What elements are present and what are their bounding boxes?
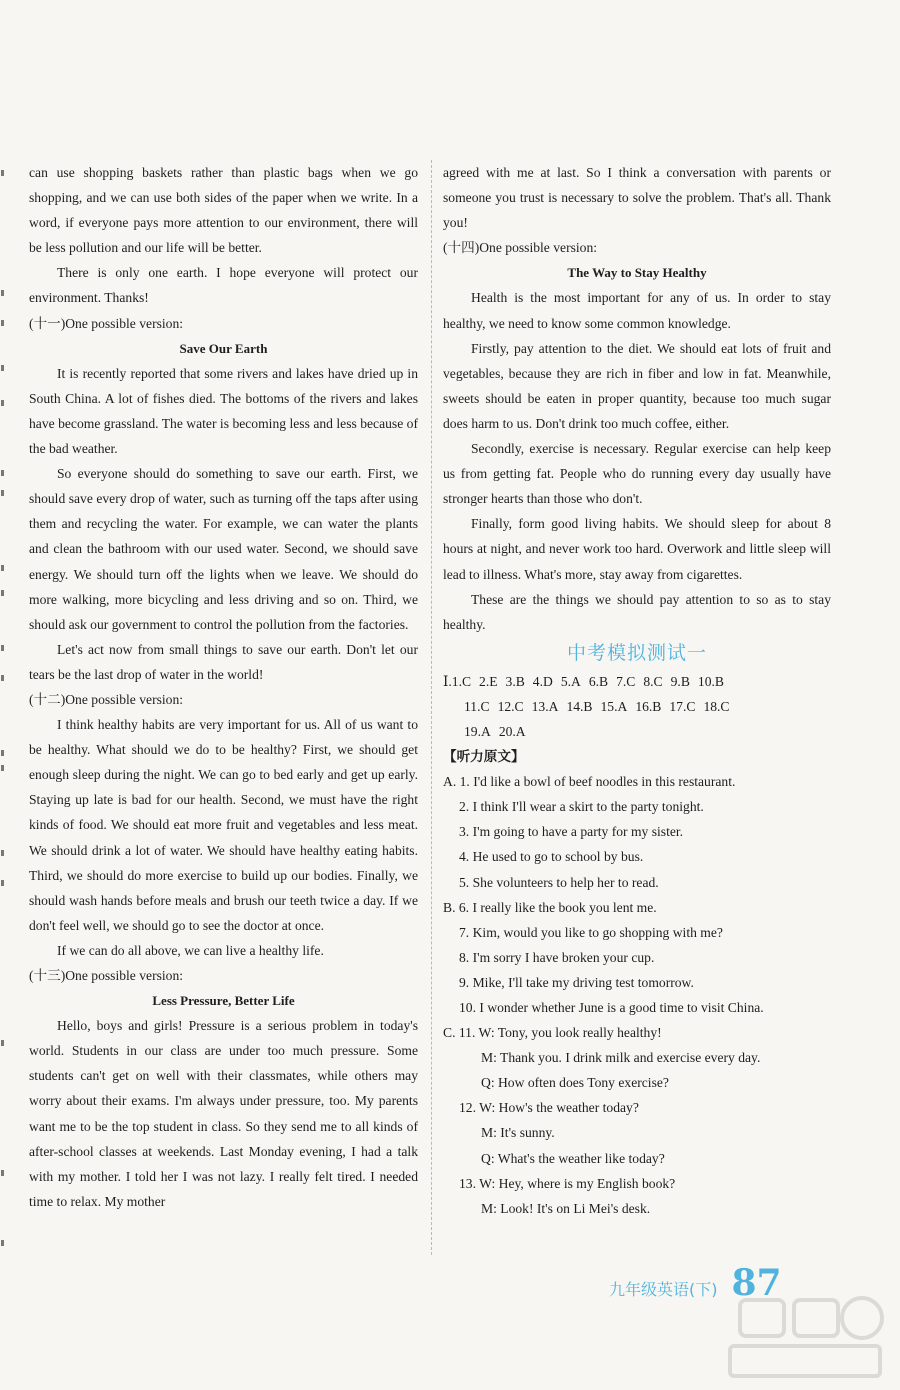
answer-item: 2.E (479, 673, 498, 689)
answer-item: Ⅰ.1.C (443, 673, 472, 689)
answer-item: 12.C (497, 698, 524, 714)
answer-item: 19.A (464, 723, 491, 739)
answer-item: 14.B (566, 698, 593, 714)
answer-row (443, 719, 831, 744)
paragraph: So everyone should do something to save our earth. First, we should save every drop of water, such as turning off the taps after using them and recycling the water. For example, we can water the plants and clean the bathroom with our used water. Second, we should save energy. We should turn off the lights when we leave. We should do more walking, more bicycling and less driving and so on. Third, we should ask our government to control the pollution from the factories. (29, 466, 418, 632)
answer-row (443, 669, 831, 694)
grade-subject-label: 九年级英语(下) (609, 1280, 718, 1299)
version-label: (十一)One possible version: (29, 315, 184, 331)
version-label: (十四)One possible version: (443, 240, 598, 256)
listening-line: 8. I'm sorry I have broken your cup. (459, 949, 655, 965)
watermark-logo (710, 1294, 890, 1384)
answer-item: 11.C (464, 698, 490, 714)
paragraph: Health is the most important for any of us. In order to stay healthy, we need to know some common knowledge. (443, 290, 831, 331)
listening-line: A. 1. I'd like a bowl of beef noodles in this restaurant. (443, 774, 736, 790)
listening-line: M: Look! It's on Li Mei's desk. (481, 1200, 651, 1216)
listening-line: 2. I think I'll wear a skirt to the party tonight. (459, 799, 704, 815)
paragraph: Firstly, pay attention to the diet. We should eat lots of fruit and vegetables, because they are rich in fiber and low in fat. Meanwhile, sweets should be eaten in proper quantity, because too much sugar does harm to us. Don't drink too much coffee, either. (443, 340, 831, 431)
listening-line: 9. Mike, I'll take my driving test tomorrow. (459, 974, 694, 990)
answer-item: 20.A (498, 723, 526, 739)
paragraph: Let's act now from small things to save our earth. Don't let our tears be the last drop of water in the world! (29, 641, 418, 682)
essay-title: Save Our Earth (179, 340, 268, 356)
paragraph: If we can do all above, we can live a healthy life. (57, 942, 324, 958)
paragraph: Hello, boys and girls! Pressure is a serious problem in today's world. Students in our class are under too much pressure. Some students can't get on well with their classmates, while others may worry about their exams. I'm always under pressure, too. My parents want me to be the top student in class. So they send me to all kinds of after-school classes at weekends. Last Monday evening, I had a talk with my mother. I told her I was not lazy. I really felt tired. I needed time to relax. My mother (29, 1018, 418, 1209)
paragraph: I think healthy habits are very important for us. All of us want to be healthy. What should we do to be healthy? First, we should get enough sleep during the night. We can go to bed early and get up early. Staying up late is bad for our health. Second, we must have the right kinds of food. We should eat more fruit and vegetables and less meat. We should drink a lot of water. We should have healthy eating habits. Third, we should do more exercise to build up our bodies. Finally, we should wash hands before meals and brush our teeth twice a day. If we don't feel well, we should go to see the doctor at once. (29, 717, 418, 933)
listening-line: 13. W: Hey, where is my English book? (459, 1175, 676, 1191)
paragraph: can use shopping baskets rather than plastic bags when we go shopping, and we can use both sides of the paper when we write. In a word, if everyone pays more attention to our environment, there will be less pollution and our life will be better. (29, 165, 418, 256)
answer-item: 13.A (531, 698, 559, 714)
listening-line: 10. I wonder whether June is a good time to visit China. (459, 1000, 764, 1015)
essay-title: Less Pressure, Better Life (152, 993, 295, 1009)
answer-row (443, 694, 831, 719)
answer-item: 10.B (697, 673, 724, 689)
listening-line: M: Thank you. I drink milk and exercise every day. (481, 1050, 761, 1066)
listening-line: 12. W: How's the weather today? (459, 1100, 639, 1116)
page-number: 87 (731, 1262, 782, 1304)
paragraph: It is recently reported that some rivers and lakes have dried up in South China. A lot of fishes died. The bottoms of the rivers and lakes have become grassland. The water is becoming less and less because of the bad weather. (29, 365, 418, 457)
paragraph: These are the things we should pay attention to so as to stay healthy. (443, 591, 831, 632)
answer-item: 8.C (643, 673, 663, 689)
essay-title: The Way to Stay Healthy (567, 265, 707, 281)
exam-section-title: 中考模拟测试一 (566, 641, 707, 664)
answer-item: 16.B (635, 698, 662, 714)
column-divider (431, 160, 432, 1255)
left-column (29, 160, 418, 1214)
answer-item: 5.A (560, 673, 581, 689)
answer-item: 15.A (600, 698, 628, 714)
listening-line: Q: What's the weather like today? (481, 1150, 665, 1166)
paragraph: Secondly, exercise is necessary. Regular exercise can help keep us from getting fat. People who do running every day usually have stronger hearts than those who don't. (443, 441, 831, 507)
paragraph: agreed with me at last. So I think a conversation with parents or someone you trust is necessary to solve the problem. That's all. Thank you! (443, 165, 831, 231)
answer-item: 4.D (532, 673, 553, 689)
listening-line: B. 6. I really like the book you lent me. (443, 899, 657, 915)
listening-line: 5. She volunteers to help her to read. (459, 874, 659, 890)
paragraph: There is only one earth. I hope everyone will protect our environment. Thanks! (29, 265, 418, 306)
listening-line: C. 11. W: Tony, you look really healthy! (443, 1025, 662, 1041)
listening-line: 4. He used to go to school by bus. (459, 849, 644, 865)
version-label: (十二)One possible version: (29, 691, 184, 707)
paragraph: Finally, form good living habits. We should sleep for about 8 hours at night, and never work too hard. Overwork and little sleep will lead to illness. What's more, stay away from cigarettes. (443, 516, 831, 582)
version-label: (十三)One possible version: (29, 968, 184, 983)
answer-item: 18.C (703, 698, 730, 714)
left-edge-marks (0, 160, 10, 1260)
answer-item: 9.B (670, 673, 690, 689)
listening-heading: 【听力原文】 (443, 749, 525, 765)
right-column (443, 160, 831, 1221)
listening-line: M: It's sunny. (481, 1125, 555, 1141)
answer-item: 7.C (616, 673, 636, 689)
answer-item: 17.C (669, 698, 696, 714)
listening-line: Q: How often does Tony exercise? (481, 1075, 669, 1091)
listening-line: 7. Kim, would you like to go shopping with me? (459, 924, 723, 940)
answer-item: 3.B (505, 673, 525, 689)
answer-item: 6.B (588, 673, 609, 689)
listening-line: 3. I'm going to have a party for my sister. (459, 824, 684, 840)
